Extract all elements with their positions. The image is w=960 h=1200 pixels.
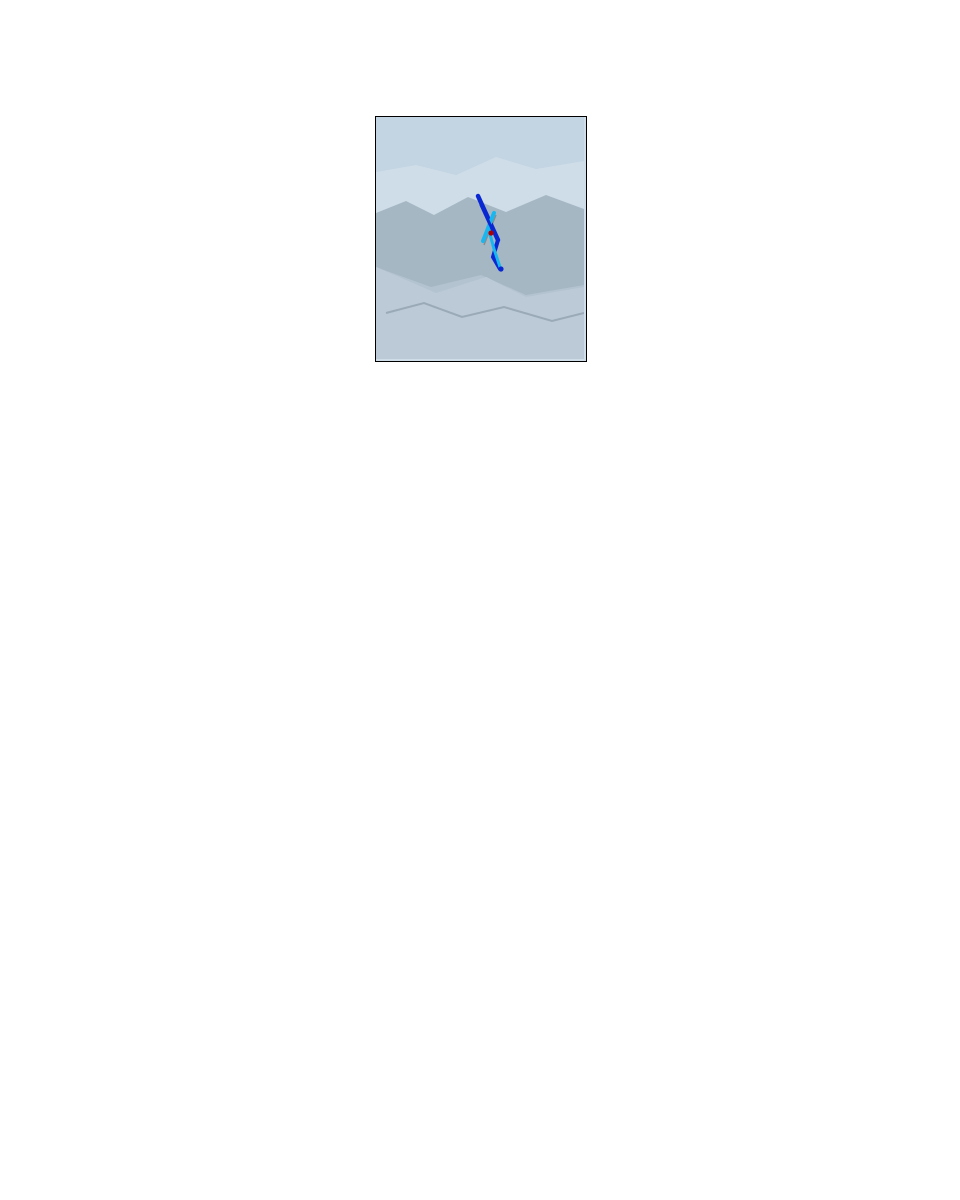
survey-map-thumbnail [375,116,587,362]
map-marker-start [488,230,493,235]
map-marker-end [498,266,503,271]
panel-stack [0,362,960,1102]
map-svg [376,117,584,359]
x-axis-tick-labels [0,1100,960,1160]
